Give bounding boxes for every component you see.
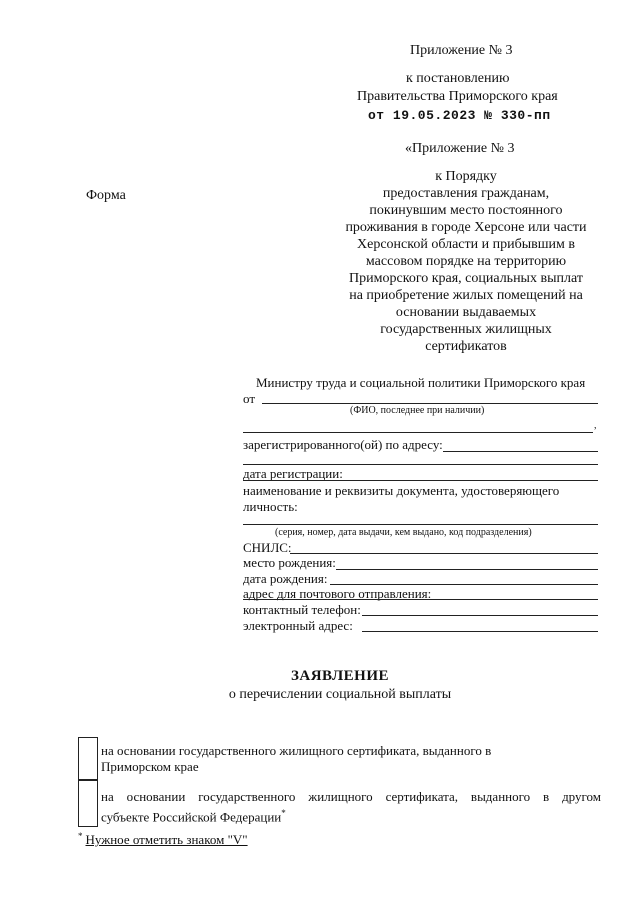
to-resolution: к постановлению — [406, 71, 510, 86]
addressee-to: Министру труда и социальной политики Приморского края — [256, 375, 586, 390]
birthplace-line[interactable] — [336, 569, 598, 570]
inner-line: государственных жилищных — [380, 322, 552, 337]
reg-date-label: дата регистрации: — [243, 466, 343, 481]
snils-label: СНИЛС: — [243, 540, 292, 555]
option-checkbox-1[interactable] — [78, 737, 98, 781]
fio-hint: (ФИО, последнее при наличии) — [350, 405, 485, 416]
option-1-text — [101, 743, 601, 775]
option-2-text — [101, 789, 601, 825]
fio-line[interactable] — [262, 403, 598, 404]
inner-line: покинувшим место постоянного — [369, 203, 563, 218]
from-label: от — [243, 391, 256, 406]
option-1-line-1: на основании государственного жилищного сертификата, выданного в — [101, 743, 492, 758]
statement-title: ЗАЯВЛЕНИЕ — [290, 668, 390, 684]
option-2-line-1: на основании государственного жилищного сертификата, выданного в другом — [101, 789, 601, 804]
inner-line: сертификатов — [425, 339, 507, 354]
postal-label: адрес для почтового отправления: — [243, 586, 432, 601]
statement-subtitle: о перечислении социальной выплаты — [228, 687, 452, 702]
form-label: Форма — [86, 188, 126, 203]
registered-line-2[interactable] — [243, 464, 598, 465]
document-label: наименование и реквизиты документа, удостоверяющего — [243, 483, 560, 498]
phone-label: контактный телефон: — [243, 602, 361, 617]
government-name: Правительства Приморского края — [357, 89, 558, 104]
option-2-line-2 — [101, 805, 601, 825]
document-label-2: личность: — [243, 499, 298, 514]
birthdate-label: дата рождения: — [243, 571, 328, 586]
inner-line: на приобретение жилых помещений на — [349, 288, 583, 303]
inner-appendix-text — [318, 168, 614, 355]
email-label: электронный адрес: — [243, 618, 353, 633]
postal-line[interactable] — [243, 599, 598, 600]
document-line[interactable] — [243, 524, 598, 525]
reg-date-line[interactable] — [243, 480, 598, 481]
footnote-text: Нужное отметить знаком "V" — [85, 832, 248, 848]
option-checkbox-2[interactable] — [78, 779, 98, 827]
inner-line: к Порядку — [435, 169, 497, 184]
birthplace-label: место рождения: — [243, 555, 336, 570]
inner-line: массовом порядке на территорию — [365, 254, 567, 269]
email-line[interactable] — [362, 631, 598, 632]
inner-line: Приморского края, социальных выплат — [349, 271, 583, 286]
resolution-date-number: от 19.05.2023 № 330-пп — [368, 108, 551, 123]
inner-line: основании выдаваемых — [395, 305, 537, 320]
inner-line: предоставления гражданам, — [382, 186, 550, 201]
comma: , — [594, 420, 597, 431]
appendix-title: Приложение № 3 — [410, 43, 513, 58]
birthdate-line[interactable] — [330, 584, 598, 585]
option-2-mark: * — [281, 808, 286, 818]
option-2-line-2-text: субъекте Российской Федерации — [101, 809, 282, 825]
option-1-line-2: Приморском крае — [101, 759, 199, 774]
footnote — [78, 828, 248, 848]
footnote-mark: * — [78, 831, 83, 841]
fio-line-2[interactable] — [243, 432, 593, 433]
registered-label: зарегистрированного(ой) по адресу: — [243, 437, 443, 452]
registered-line[interactable] — [443, 451, 598, 452]
phone-line[interactable] — [362, 615, 598, 616]
snils-line[interactable] — [290, 553, 598, 554]
doc-hint: (серия, номер, дата выдачи, кем выдано, код подразделения) — [275, 527, 532, 538]
inner-appendix-title: «Приложение № 3 — [405, 141, 515, 156]
inner-line: проживания в городе Херсоне или части — [345, 220, 587, 235]
inner-line: Херсонской области и прибывшим в — [357, 237, 575, 252]
